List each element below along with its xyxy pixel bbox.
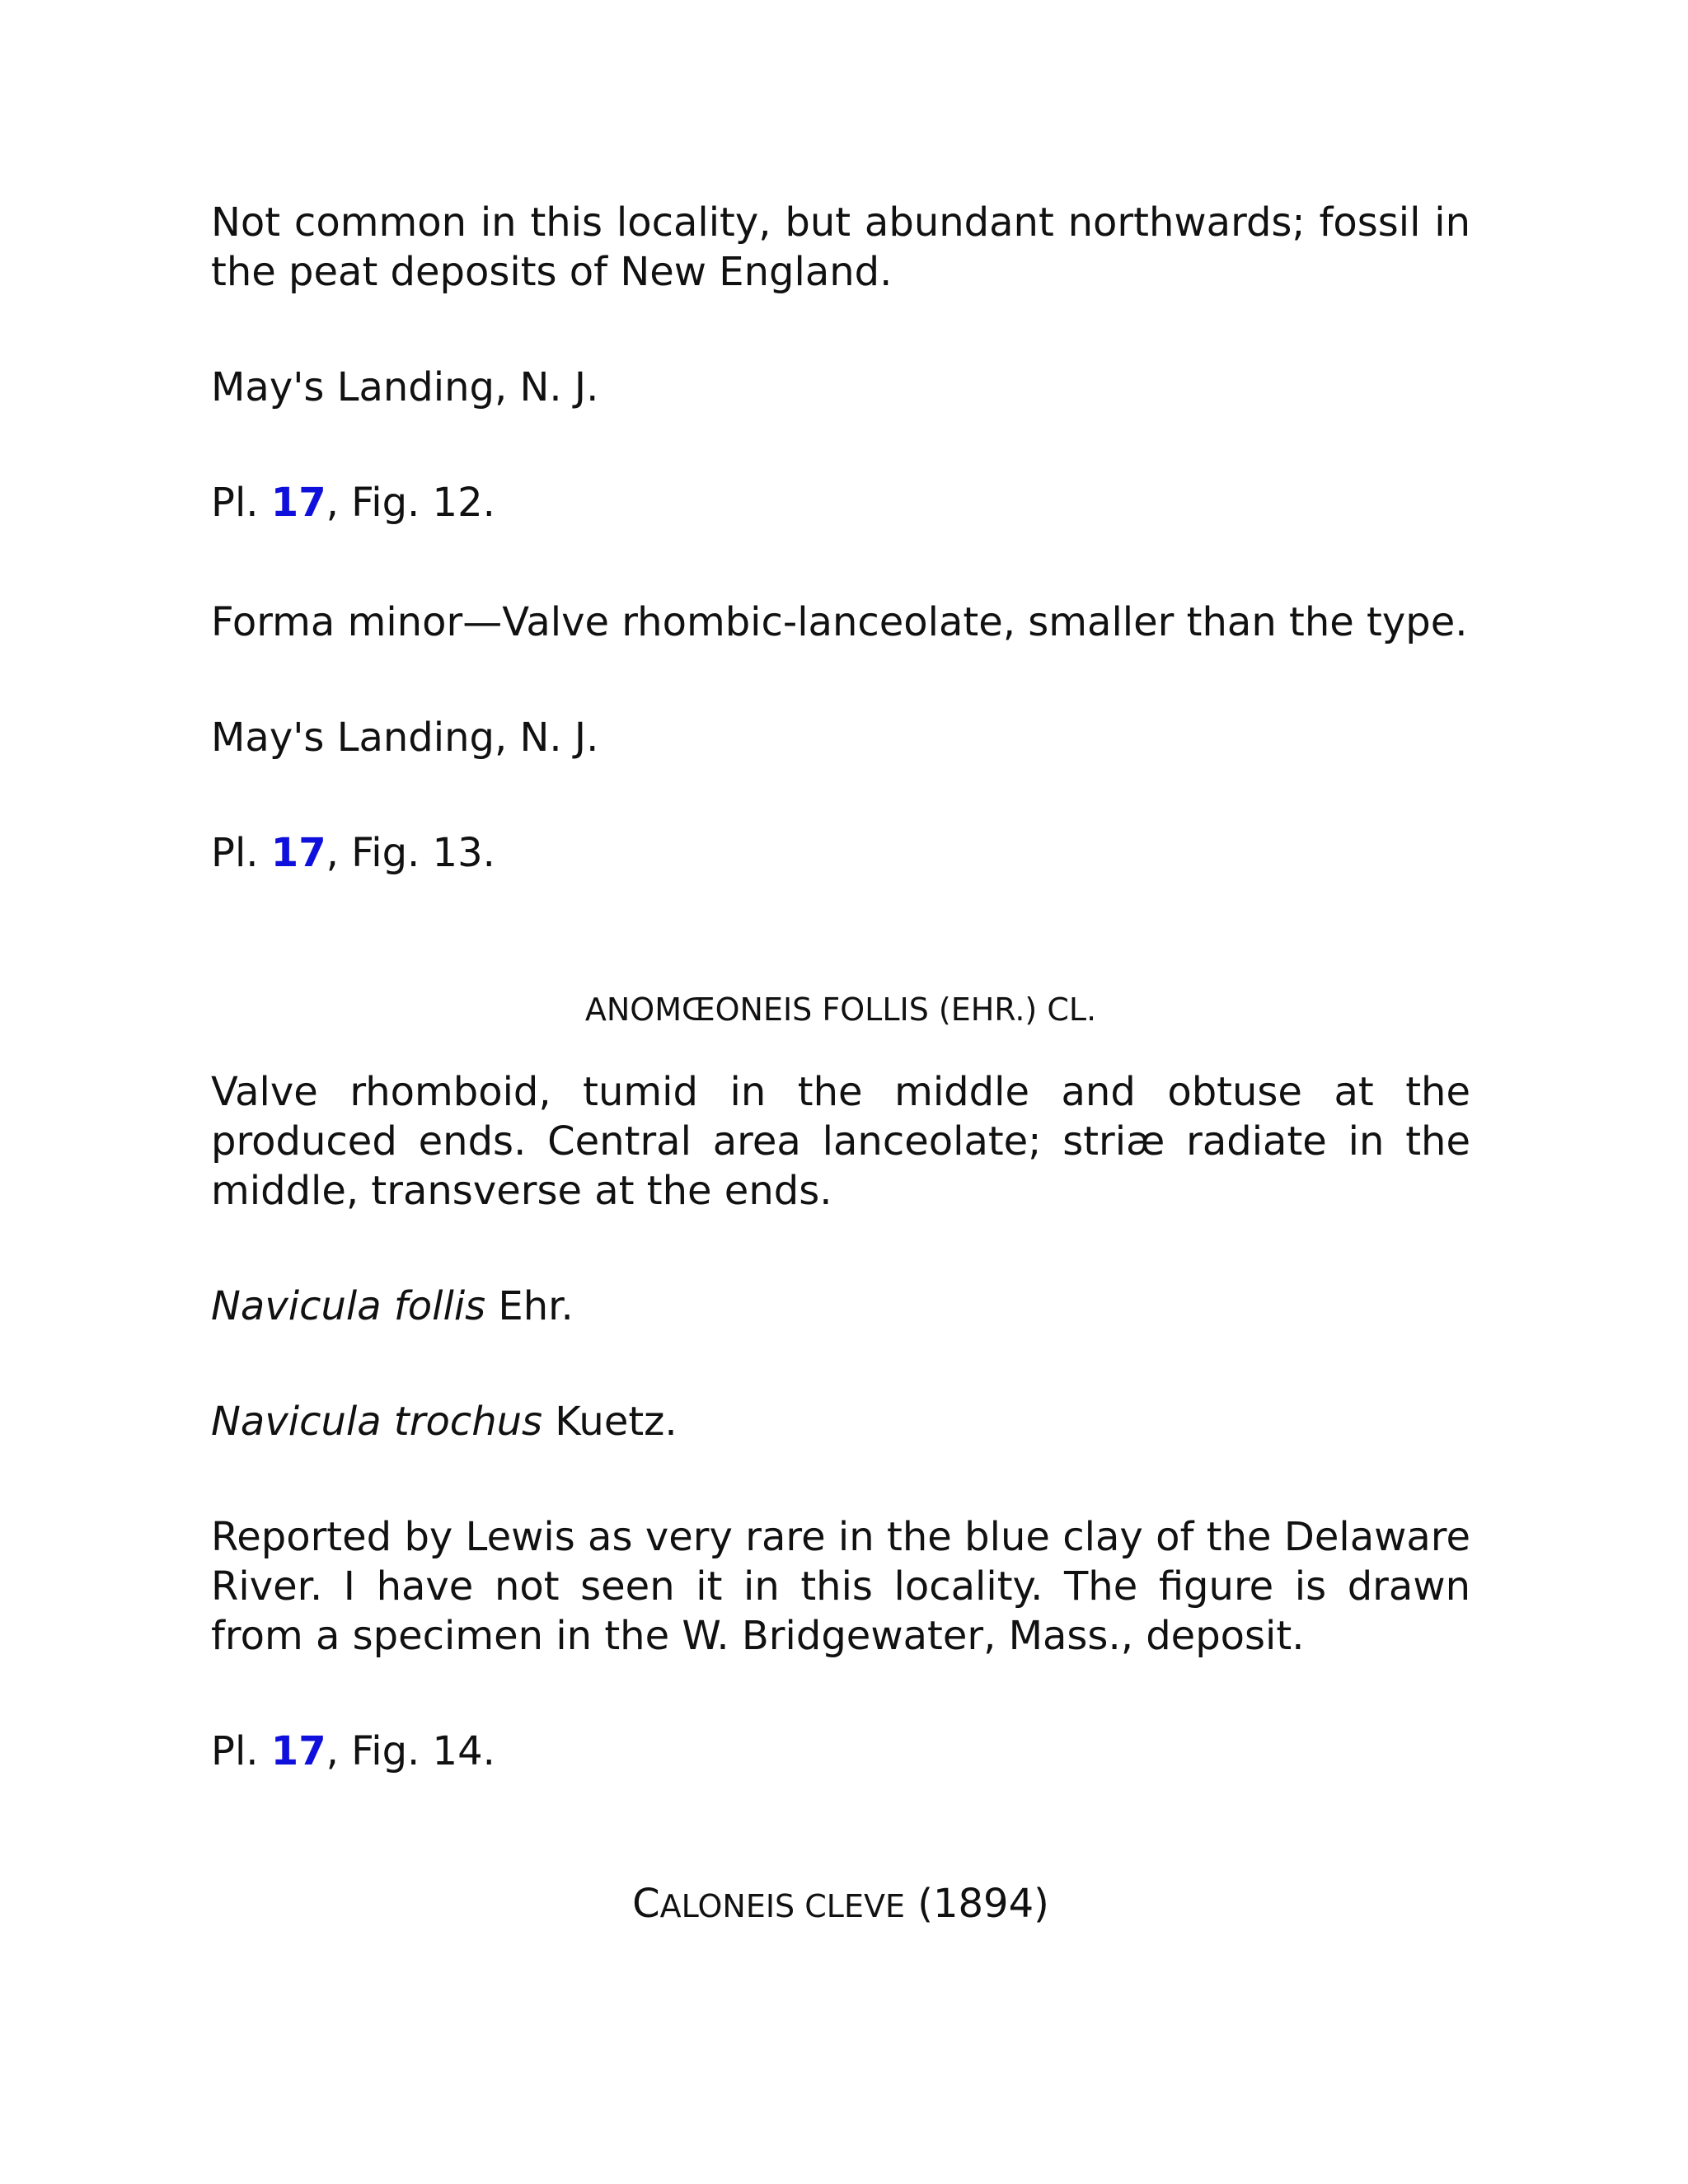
species-heading: ANOMŒONEIS FOLLIS (EHR.) CL. [584,991,1097,1028]
synonym-name: Navicula follis [211,1283,486,1329]
plate-link[interactable]: 17 [270,1728,326,1774]
genus-heading [211,1879,1470,1931]
synonym-name: Navicula trochus [211,1399,543,1445]
synonym-author: Kuetz. [542,1399,678,1445]
paragraph-locality: May's Landing, N. J. [211,715,599,761]
genus-name: ALONEIS CLEVE [659,1888,905,1924]
plate-link[interactable]: 17 [270,480,326,526]
plate-suffix: , Fig. 13. [326,830,495,876]
document-page [211,0,1470,2184]
genus-year: (1894) [904,1881,1049,1927]
plate-reference [211,1727,1470,1776]
genus-initial: C [632,1881,660,1927]
plate-prefix: Pl. [211,1728,271,1774]
paragraph-distribution: Not common in this locality, but abundant northwards; fossil in the peat deposits of New England. [211,199,1470,295]
plate-reference [211,478,1470,527]
plate-prefix: Pl. [211,830,271,876]
paragraph-report: Reported by Lewis as very rare in the blue clay of the Delaware River. I have not seen it in this locality. The figure is drawn from a specimen in the W. Bridgewater, Mass., deposit. [211,1514,1470,1659]
synonym-author: Ehr. [485,1283,574,1329]
plate-suffix: , Fig. 12. [326,480,495,526]
plate-suffix: , Fig. 14. [326,1728,495,1774]
synonym-line [211,1397,1470,1446]
plate-prefix: Pl. [211,480,271,526]
paragraph-locality: May's Landing, N. J. [211,364,599,410]
synonym-line [211,1282,1470,1331]
plate-reference [211,828,1470,878]
paragraph-forma-minor: Forma minor—Valve rhombic-lanceolate, smaller than the type. [211,599,1468,645]
paragraph-description: Valve rhomboid, tumid in the middle and obtuse at the produced ends. Central area lanceolate; striæ radiate in the middle, transverse at the ends. [211,1069,1470,1214]
plate-link[interactable]: 17 [270,830,326,876]
